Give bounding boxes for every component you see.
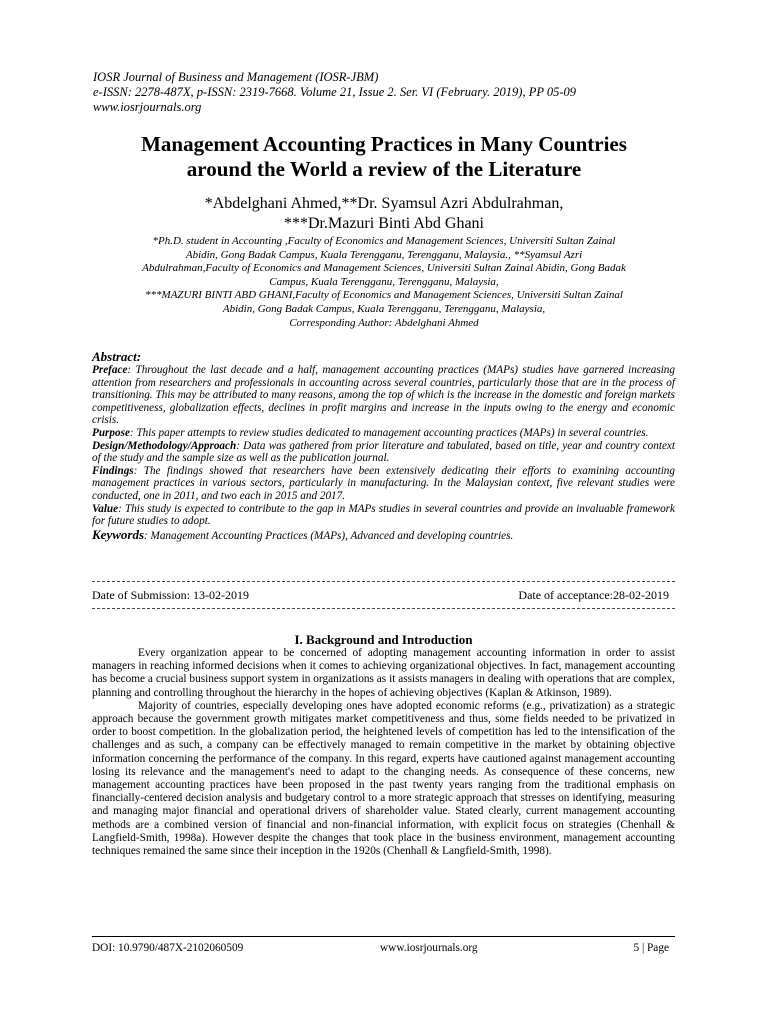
purpose-label: Purpose (92, 426, 130, 439)
keywords-text: : Management Accounting Practices (MAPs), Advanced and developing countries. (144, 529, 514, 542)
affiliation-line: ***MAZURI BINTI ABD GHANI,Faculty of Economics and Management Sciences, Universiti Sultan Zainal (145, 289, 623, 302)
affiliation-line: Abidin, Gong Badak Campus, Kuala Terengganu, Terengganu, Malaysia., **Syamsul Azri (185, 248, 583, 261)
affiliation-line: Abidin, Gong Badak Campus, Kuala Terengganu, Terengganu, Malaysia, (222, 302, 546, 315)
journal-name: IOSR Journal of Business and Management (IOSR-JBM) (93, 70, 379, 84)
preface-label: Preface (92, 364, 128, 376)
findings-label: Findings (92, 464, 134, 477)
affiliation-line: *Ph.D. student in Accounting ,Faculty of Economics and Management Sciences, Universiti Sultan Zainal (152, 235, 616, 247)
body-paragraph: Every organization appear to be concerned of adopting management accounting information in order to assist managers in reaching informed decisions when it comes to achieving organizational objectives. In fact, management accounting has become a crucial business support system in organizations as it assists managers in dealing with operations that are complex, planning and controlling throughout the hierarchy in the hopes of achieving objectives (Kaplan & Atkinson, 1989). (92, 647, 675, 699)
date-of-acceptance: Date of acceptance:28-02-2019 (518, 588, 669, 602)
design-label: Design/Methodology/Approach (92, 439, 237, 452)
body-paragraph: Majority of countries, especially developing ones have adopted economic reforms (e.g., privatization) as a strategic approach because the government growth mitigates market competitiveness and thus, some fields needed to be privatized in order to boost competition. In the globalization period, the heightened levels of competition has led to the intensification of the challenges and as such, a company can be effectively managed to remain competitive in the market by obtaining objective information concerning the performance of the company. In this regard, experts have cautioned against management accounting losing its relevance and the management's need to adapt to the changing needs. As consequence of these concerns, new management accounting practices have been proposed in the past twenty years ranging from the traditional emphasis on financially-centered decision analysis and budgetary control to a more strategic approach that stresses on identifying, measuring and managing major financial and operational drivers of shareholder value. Stated clearly, current management accounting methods are a combined version of financial and non-financial information, with explicit focus on strategies (Chenhall & Langfield-Smith, 1998a). However despite the changes that took place in the business environment, management accounting techniques remained the same since their inception in the 1920s (Chenhall & Langfield-Smith, 1998). (92, 699, 675, 858)
footer-website: www.iosrjournals.org (380, 942, 478, 954)
value-label: Value (92, 502, 119, 515)
dashed-divider (92, 608, 675, 609)
dashed-divider (92, 581, 675, 582)
keywords-label: Keywords (92, 526, 144, 542)
corresponding-author: Corresponding Author: Abdelghani Ahmed (289, 316, 479, 329)
abstract-preface (92, 364, 675, 427)
paper-title (60, 132, 708, 182)
affiliations (90, 235, 678, 330)
footer-page-number: 5 | Page (633, 942, 669, 954)
section-heading: I. Background and Introduction (294, 632, 473, 647)
author-list (60, 194, 708, 234)
journal-issn: e-ISSN: 2278-487X, p-ISSN: 2319-7668. Volume 21, Issue 2. Ser. VI (February. 2019), PP 05-09 (93, 85, 577, 99)
abstract-design (92, 440, 675, 465)
section-body (92, 647, 675, 858)
abstract-purpose (92, 427, 675, 440)
authors-line-2: ***Dr.Mazuri Binti Abd Ghani (284, 215, 484, 232)
affiliation-line: Campus, Kuala Terengganu, Terengganu, Malaysia, (269, 275, 499, 288)
journal-website: www.iosrjournals.org (93, 100, 202, 114)
findings-text: : The findings showed that researchers have been extensively dedicating their efforts to examining accounting management practices in various sectors, particularly in manufacturing. In the Malaysian context, five relevant studies were conducted, one in 2011, and two each in 2015 and 2017. (92, 464, 675, 502)
title-line-2: around the World a review of the Literature (186, 157, 582, 181)
date-of-submission: Date of Submission: 13-02-2019 (92, 588, 249, 602)
preface-text: : Throughout the last decade and a half, management accounting practices (MAPs) studies have garnered increasing attention from researchers and professionals in accounting across several countries, particularly those that are in the process of transitioning. This may be attributed to many reasons, among the top of which is the increase in the domestic and foreign markets competitiveness, globalization effects, declines in profit margins and increase in the inputs owing to the energy and economic crisis. (92, 364, 675, 427)
footer-doi: DOI: 10.9790/487X-2102060509 (92, 942, 244, 954)
title-line-1: Management Accounting Practices in Many Countries (141, 132, 627, 156)
footer-rule (92, 936, 675, 937)
value-text: : This study is expected to contribute to the gap in MAPs studies in several countries and provide an invaluable framework for future studies to adopt. (92, 502, 675, 528)
abstract-keywords (92, 526, 675, 543)
abstract-findings (92, 465, 675, 503)
purpose-text: : This paper attempts to review studies dedicated to management accounting practices (MAPs) in several countries. (129, 426, 649, 439)
abstract-heading: Abstract: (92, 349, 142, 364)
abstract-value (92, 503, 675, 528)
design-text: : Data was gathered from prior literature and tabulated, based on title, year and country context of the study and the sample size as well as the publication journal. (92, 439, 675, 465)
affiliation-line: Abdulrahman,Faculty of Economics and Management Sciences, Universiti Sultan Zainal Abidin, Gong Badak (142, 262, 626, 275)
abstract (92, 349, 675, 542)
authors-line-1: *Abdelghani Ahmed,**Dr. Syamsul Azri Abdulrahman, (204, 195, 564, 212)
journal-header (93, 70, 576, 115)
